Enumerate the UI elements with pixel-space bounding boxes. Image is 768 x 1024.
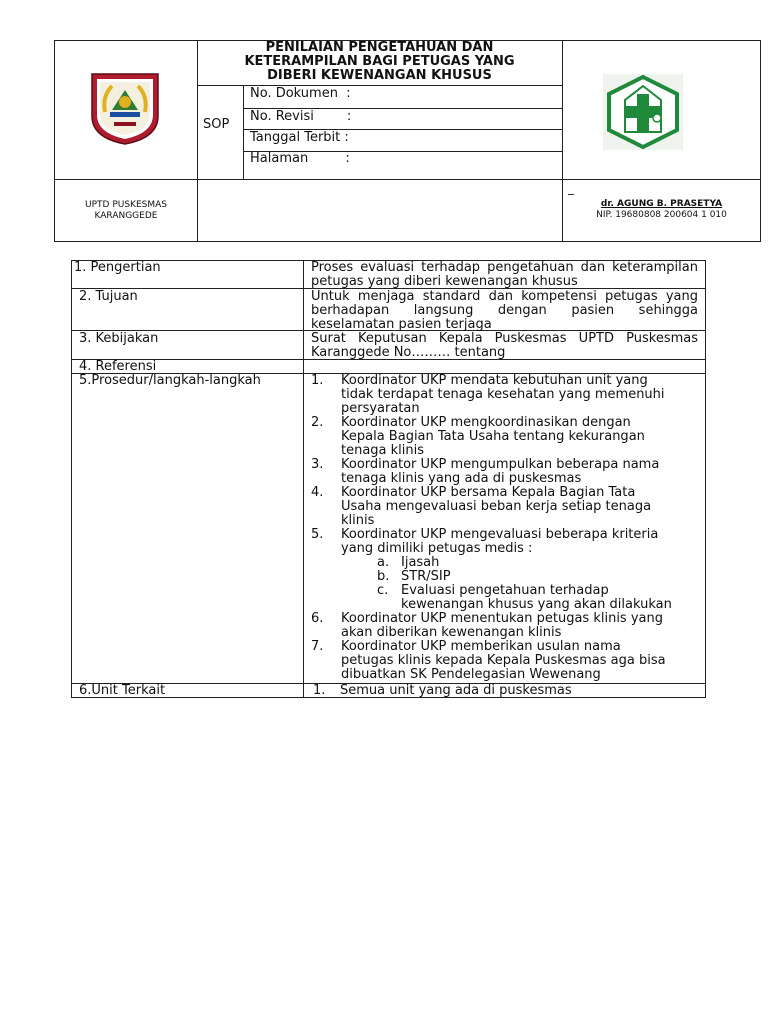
related-unit-item: [313, 684, 693, 698]
section-label-tujuan: 2. Tujuan: [79, 289, 138, 304]
regency-emblem-logo: [90, 72, 160, 146]
step-number: 6.: [311, 611, 324, 626]
step-text: Koordinator UKP mengevaluasi beberapa kriteria yang dimiliki petugas medis :: [341, 527, 659, 556]
section-content-tujuan: Untuk menjaga standard dan kompetensi petugas yang berhadapan langsung dengan pasien sehingga keselamatan pasien terjaga: [311, 289, 698, 332]
criteria-text: STR/SIP: [401, 569, 451, 584]
section-content-pengertian: Proses evaluasi terhadap pengetahuan dan keterampilan petugas yang diberi kewenangan khusus: [311, 260, 698, 289]
signature-dash: _: [568, 181, 574, 195]
title-line: DIBERI KEWENANGAN KHUSUS: [267, 68, 492, 83]
document-title: [198, 41, 561, 83]
org-line: KARANGGEDE: [94, 211, 158, 221]
unit-number: 1.: [313, 683, 326, 698]
issue-date-field: Tanggal Terbit :: [250, 130, 349, 145]
step-number: 5.: [311, 527, 324, 542]
signatory-name: dr. AGUNG B. PRASETYA: [600, 199, 723, 209]
related-units-list: [313, 684, 693, 698]
document-number-field: No. Dokumen :: [250, 86, 351, 101]
step-number: 2.: [311, 415, 324, 430]
section-label-prosedur: 5.Prosedur/langkah-langkah: [79, 373, 261, 388]
title-line: PENILAIAN PENGETAHUAN DAN: [265, 40, 494, 55]
step-text: Koordinator UKP mengkoordinasikan dengan Kepala Bagian Tata Usaha tentang kekurangan tenaga klinis: [341, 415, 645, 458]
procedure-step: [311, 640, 673, 682]
step-text: Koordinator UKP mendata kebutuhan unit yang tidak terdapat tenaga kesehatan yang memenuhi persyaratan: [341, 373, 665, 416]
criteria-item: [311, 570, 673, 584]
criteria-text: Ijasah: [401, 555, 440, 570]
criteria-item: [311, 556, 673, 570]
organization-name: [55, 200, 197, 222]
title-line: KETERAMPILAN BAGI PETUGAS YANG: [244, 54, 515, 69]
procedure-step: [311, 374, 673, 416]
sop-label: SOP: [203, 117, 230, 132]
procedure-list: [311, 374, 673, 682]
criteria-letter: a.: [377, 555, 390, 570]
section-content-kebijakan: Surat Keputusan Kepala Puskesmas UPTD Puskesmas Karanggede No……… tentang: [311, 331, 698, 360]
step-text: Koordinator UKP mengumpulkan beberapa nama tenaga klinis yang ada di puskesmas: [341, 457, 660, 486]
procedure-step: [311, 528, 673, 612]
criteria-letter: c.: [377, 583, 389, 598]
section-label-unit-terkait: 6.Unit Terkait: [79, 683, 166, 698]
procedure-step: [311, 612, 673, 640]
puskesmas-logo: [603, 74, 683, 150]
procedure-step: [311, 486, 673, 528]
step-number: 3.: [311, 457, 324, 472]
revision-field: No. Revisi :: [250, 109, 352, 124]
step-text: Koordinator UKP memberikan usulan nama petugas klinis kepada Kepala Puskesmas aga bisa dibuatkan SK Pendelegasian Wewenang: [341, 639, 666, 682]
step-text: Koordinator UKP bersama Kepala Bagian Tata Usaha mengevaluasi beban kerja setiap tenaga klinis: [341, 485, 652, 528]
step-number: 1.: [311, 373, 324, 388]
procedure-step: [311, 416, 673, 458]
procedure-step: [311, 458, 673, 486]
criteria-text: Evaluasi pengetahuan terhadap kewenangan khusus yang akan dilakukan: [401, 583, 672, 612]
org-line: UPTD PUSKESMAS: [85, 200, 167, 210]
signatory-nip: NIP. 19680808 200604 1 010: [596, 210, 727, 220]
step-number: 4.: [311, 485, 324, 500]
criteria-letter: b.: [377, 569, 390, 584]
step-number: 7.: [311, 639, 324, 654]
section-label-pengertian: 1. Pengertian: [74, 260, 161, 275]
section-label-referensi: 4. Referensi: [79, 359, 157, 374]
unit-text: Semua unit yang ada di puskesmas: [340, 683, 572, 698]
section-label-kebijakan: 3. Kebijakan: [79, 331, 159, 346]
criteria-item: [311, 584, 673, 612]
step-text: Koordinator UKP menentukan petugas klinis yang akan diberikan kewenangan klinis: [341, 611, 663, 640]
page-field: Halaman :: [250, 151, 350, 166]
